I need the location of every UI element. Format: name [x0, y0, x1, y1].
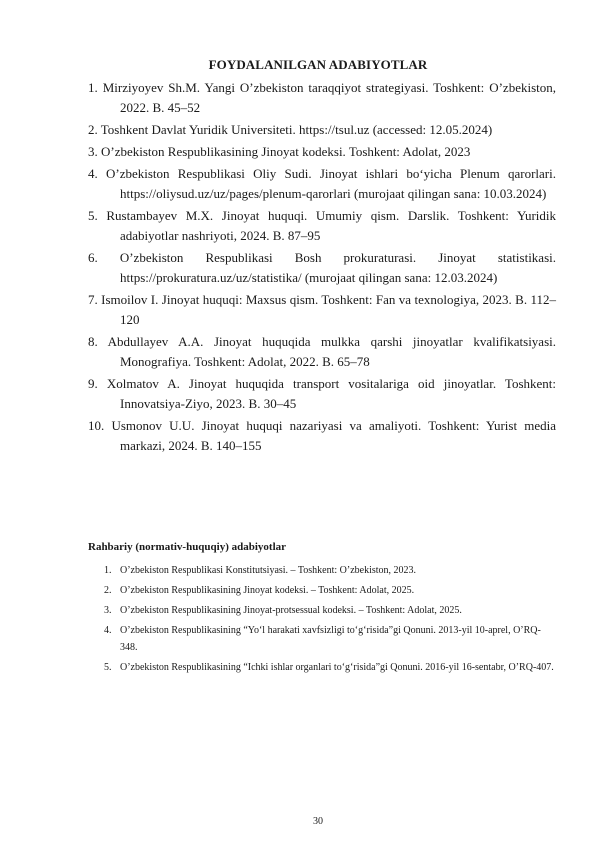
- reference-text: O’zbekiston Respublikasi Oliy Sudi. Jinoyat ishlari bo‘yicha Plenum qarorlari. https://oliysud.uz/uz/pages/plenum-qarorlari (murojaat qilingan sana: 10.03.2024): [105, 166, 556, 201]
- page-title: FOYDALANILGAN ADABIYOTLAR: [208, 57, 428, 72]
- reference-text: Mirziyoyev Sh.M. Yangi O’zbekiston taraqqiyot strategiyasi. Toshkent: O’zbekiston, 2022. B. 45–52: [102, 80, 556, 115]
- reference-item: [88, 332, 556, 372]
- reference-text: Abdullayev A.A. Jinoyat huquqida mulkka qarshi jinoyatlar kvalifikatsiyasi. Monografiya. Toshkent: Adolat, 2022. B. 65–78: [107, 334, 556, 369]
- legal-reference-item: [104, 622, 556, 656]
- reference-number: 4.: [88, 166, 98, 181]
- legal-reference-text: O’zbekiston Respublikasining “Yo‘l harakati xavfsizligi to‘g‘risida”gi Qonuni. 2013-yil 10-aprel, O’RQ-348.: [120, 625, 541, 653]
- legal-reference-number: 5.: [104, 662, 112, 673]
- reference-item: [88, 416, 556, 456]
- reference-number: 10.: [88, 418, 105, 433]
- reference-item: [88, 248, 556, 288]
- reference-text: Toshkent Davlat Yuridik Universiteti. https://tsul.uz (accessed: 12.05.2024): [100, 122, 493, 137]
- reference-item: [88, 206, 556, 246]
- legal-reference-text: O’zbekiston Respublikasining “Ichki ishlar organlari to‘g‘risida”gi Qonuni. 2016-yil 16-sentabr, O’RQ-407.: [120, 662, 554, 673]
- reference-list: [88, 78, 556, 458]
- legal-reference-number: 1.: [104, 565, 112, 576]
- reference-text: O’zbekiston Respublikasi Bosh prokuraturasi. Jinoyat statistikasi. https://prokuratura.uz/uz/statistika/ (murojaat qilingan sana: 12.03.2024): [119, 250, 556, 285]
- reference-number: 5.: [88, 208, 98, 223]
- legal-reference-number: 2.: [104, 585, 112, 596]
- reference-number: 2.: [88, 122, 98, 137]
- reference-text: Ismoilov I. Jinoyat huquqi: Maxsus qism. Toshkent: Fan va texnologiya, 2023. B. 112–120: [101, 292, 556, 327]
- legal-reference-item: [104, 582, 556, 599]
- reference-number: 6.: [88, 250, 98, 265]
- legal-reference-item: [104, 659, 556, 676]
- legal-reference-text: O’zbekiston Respublikasining Jinoyat-protsessual kodeksi. – Toshkent: Adolat, 2025.: [120, 605, 462, 616]
- reference-text: Usmonov U.U. Jinoyat huquqi nazariyasi va amaliyoti. Toshkent: Yurist media markazi, 2024. B. 140–155: [111, 418, 557, 453]
- legal-reference-text: O’zbekiston Respublikasining Jinoyat kodeksi. – Toshkent: Adolat, 2025.: [120, 585, 415, 596]
- legal-reference-number: 3.: [104, 605, 112, 616]
- reference-number: 7.: [88, 292, 98, 307]
- page-number: 30: [313, 816, 323, 827]
- reference-number: 1.: [88, 80, 98, 95]
- reference-item: [88, 78, 556, 118]
- reference-number: 9.: [88, 376, 98, 391]
- reference-text: Rustambayev M.X. Jinoyat huquqi. Umumiy qism. Darslik. Toshkent: Yuridik adabiyotlar nashriyoti, 2024. B. 87–95: [106, 208, 556, 243]
- legal-reference-item: [104, 602, 556, 619]
- reference-item: [88, 142, 556, 162]
- reference-item: [88, 290, 556, 330]
- reference-item: [88, 374, 556, 414]
- reference-text: Xolmatov A. Jinoyat huquqida transport vositalariga oid jinoyatlar. Toshkent: Innovatsiya-Ziyo, 2023. B. 30–45: [106, 376, 557, 411]
- section-heading: Rahbariy (normativ-huquqiy) adabiyotlar: [88, 541, 287, 553]
- legal-reference-text: O’zbekiston Respublikasi Konstitutsiyasi. – Toshkent: O’zbekiston, 2023.: [120, 565, 417, 576]
- reference-item: [88, 164, 556, 204]
- legal-reference-item: [104, 562, 556, 579]
- reference-number: 3.: [88, 144, 98, 159]
- legal-reference-list: [104, 562, 556, 679]
- legal-reference-number: 4.: [104, 625, 112, 636]
- reference-text: O’zbekiston Respublikasining Jinoyat kodeksi. Toshkent: Adolat, 2023: [101, 144, 471, 159]
- reference-item: [88, 120, 556, 140]
- reference-number: 8.: [88, 334, 98, 349]
